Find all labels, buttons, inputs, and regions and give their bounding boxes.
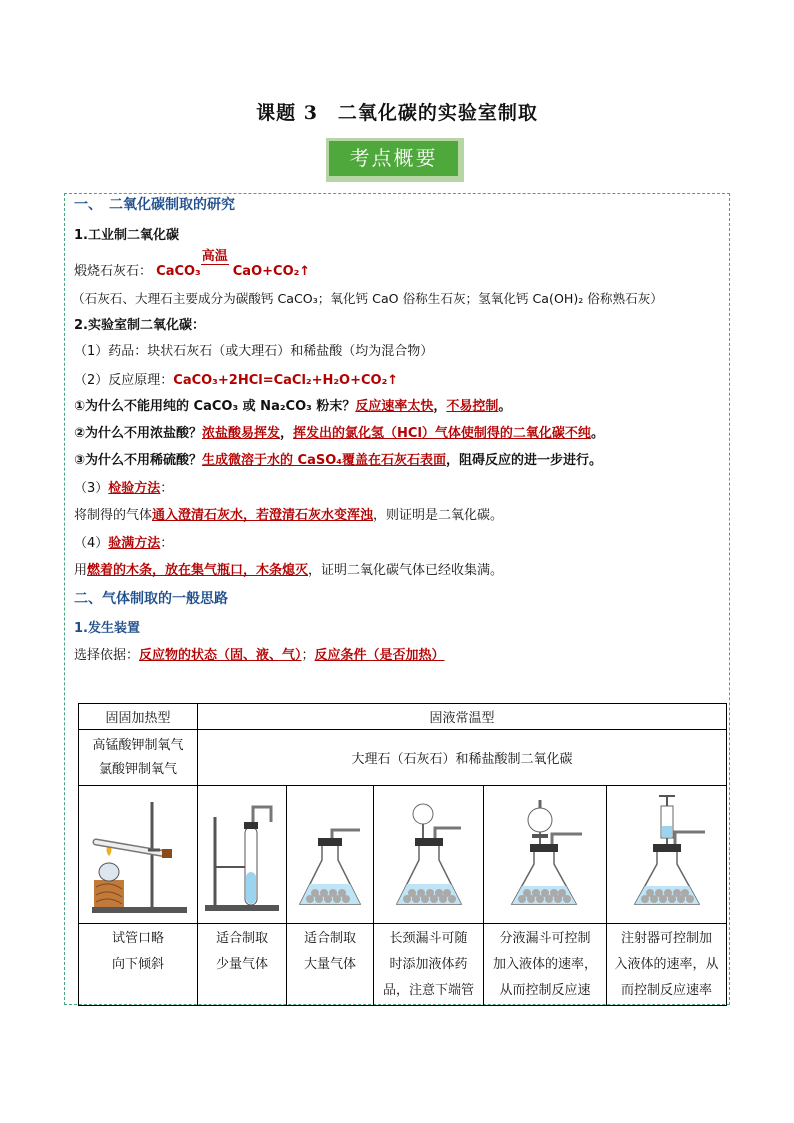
note-line: 品，注意下端管 (382, 983, 474, 998)
note-line: 试管口略 (111, 931, 164, 946)
calcine-condition: 高温 (201, 249, 228, 264)
table-notes-row (79, 924, 727, 1006)
full-colon: ： (160, 536, 174, 551)
note-line: 向下倾斜 (111, 957, 164, 972)
answer3-end: ，阻碍反应的进一步进行。 (445, 453, 602, 468)
test-label: （3） (74, 481, 109, 496)
reaction-co2: 大理石（石灰石）和稀盐酸制二氧化碳 (198, 730, 727, 786)
apparatus-table (78, 703, 727, 1006)
note-line: 时添加液体药 (389, 957, 468, 972)
test-tube-apparatus-icon (201, 792, 283, 917)
calcine-line (74, 249, 311, 281)
separating-funnel-apparatus-icon (490, 792, 600, 917)
answer1-end: 。 (498, 399, 512, 414)
basis-line (74, 647, 445, 665)
note-separating-funnel (484, 924, 607, 1006)
calcine-arrow (201, 249, 233, 281)
full-pre: 用 (74, 563, 88, 578)
note-line: 入液体的速率，从 (614, 957, 719, 972)
note-line: 适合制取 (215, 931, 268, 946)
long-neck-funnel-apparatus-icon (379, 792, 479, 917)
note-line: （石灰石、大理石主要成分为碳酸钙 CaCO₃；氧化钙 CaO 俗称生石灰；氢氧化钙 Ca(OH)₂ 俗称熟石灰） (72, 291, 663, 306)
subheading-industrial: 1.工业制二氧化碳 (74, 228, 179, 243)
drugs-line: （1）药品：块状石灰石（或大理石）和稀盐酸（均为混合物） (74, 344, 434, 359)
note-line: 适合制取 (303, 931, 356, 946)
page-title: 课题 3 二氧化碳的实验室制取 (256, 102, 538, 124)
calcine-reactant: CaCO₃ (156, 264, 201, 279)
note-line: 从而控制反应速 (499, 983, 591, 998)
calcine-label: 煅烧石灰石： (74, 264, 153, 279)
principle-label: （2）反应原理： (74, 373, 174, 388)
reaction-solid-heat (79, 730, 198, 786)
section-badge (326, 138, 464, 182)
question3: ③为什么不用稀硫酸？ (74, 453, 203, 468)
full-method: 验满方法 (108, 536, 161, 551)
note-line: 大量气体 (303, 957, 356, 972)
basis-pre: 选择依据： (74, 648, 140, 663)
basis-a: 反应物的状态（固、液、气） (139, 648, 302, 663)
answer2a: 浓盐酸易挥发 (202, 426, 281, 441)
apparatus-long-funnel-cell (374, 786, 484, 924)
table-reaction-row (79, 730, 727, 786)
header-solid-liquid: 固液常温型 (198, 704, 727, 730)
note-line: 注射器可控制加 (620, 931, 712, 946)
note-long-funnel (374, 924, 484, 1006)
answer1-sep: ， (433, 399, 447, 414)
subheading-apparatus: 1.发生装置 (74, 621, 140, 636)
test-colon: ： (160, 481, 174, 496)
full-end: ，证明二氧化碳气体已经收集满。 (308, 563, 504, 578)
test-pre: 将制得的气体 (74, 508, 153, 523)
question2-line (74, 425, 604, 443)
reaction-kmno4: 高锰酸钾制氧气 (92, 737, 184, 753)
note-flask (287, 924, 374, 1006)
answer2b: 挥发出的氯化氢（HCl）气体使制得的二氧化碳不纯 (293, 426, 591, 441)
test-method-line (74, 480, 173, 498)
note-line: 分液漏斗可控制 (499, 931, 591, 946)
note-heating (79, 924, 198, 1006)
answer1a: 反应速率太快 (355, 399, 434, 414)
note-line: 而控制反应速率 (620, 983, 712, 998)
apparatus-small-tube-cell (198, 786, 287, 924)
principle-equation: CaCO₃+2HCl=CaCl₂+H₂O+CO₂↑ (173, 373, 399, 388)
basis-sep: ； (301, 648, 315, 663)
test-end: ，则证明是二氧化碳。 (373, 508, 504, 523)
apparatus-syringe-cell (607, 786, 727, 924)
test-method: 检验方法 (108, 481, 161, 496)
question1-line (74, 398, 511, 416)
conical-flask-icon (290, 792, 370, 917)
heating-apparatus-icon (86, 792, 191, 917)
note-line: 少量气体 (215, 957, 268, 972)
syringe-apparatus-icon (613, 792, 721, 917)
header-solid-heat: 固固加热型 (79, 704, 198, 730)
question3-line (74, 452, 602, 470)
note-syringe (607, 924, 727, 1006)
calcine-product: CaO+CO₂↑ (232, 264, 311, 279)
question2: ②为什么不用浓盐酸？ (74, 426, 203, 441)
test-answer: 通入澄清石灰水，若澄清石灰水变浑浊 (152, 508, 374, 523)
basis-b: 反应条件（是否加热） (314, 648, 445, 663)
full-answer: 燃着的木条，放在集气瓶口，木条熄灭 (87, 563, 309, 578)
apparatus-flask-cell (287, 786, 374, 924)
principle-line (74, 372, 398, 390)
test-desc-line (74, 507, 503, 525)
answer1b: 不易控制 (446, 399, 499, 414)
section-badge-label: 考点概要 (329, 141, 458, 176)
answer2-sep: ， (280, 426, 294, 441)
section1-heading: 一、 二氧化碳制取的研究 (74, 197, 235, 213)
apparatus-separating-funnel-cell (484, 786, 607, 924)
note-line: 长颈漏斗可随 (389, 931, 468, 946)
table-image-row (79, 786, 727, 924)
answer2-end: 。 (590, 426, 604, 441)
full-label: （4） (74, 536, 109, 551)
note-small-tube (198, 924, 287, 1006)
answer3: 生成微溶于水的 CaSO₄覆盖在石灰石表面 (202, 453, 446, 468)
section2-heading: 二、气体制取的一般思路 (74, 591, 228, 607)
full-method-line (74, 535, 173, 553)
question1: ①为什么不能用纯的 CaCO₃ 或 Na₂CO₃ 粉末？ (74, 399, 356, 414)
reaction-kclo3: 氯酸钾制氧气 (98, 761, 177, 777)
apparatus-heating-cell (79, 786, 198, 924)
subheading-lab: 2.实验室制二氧化碳： (74, 318, 205, 333)
table-header-row (79, 704, 727, 730)
note-line: 加入液体的速率， (492, 957, 597, 972)
full-desc-line (74, 562, 503, 580)
